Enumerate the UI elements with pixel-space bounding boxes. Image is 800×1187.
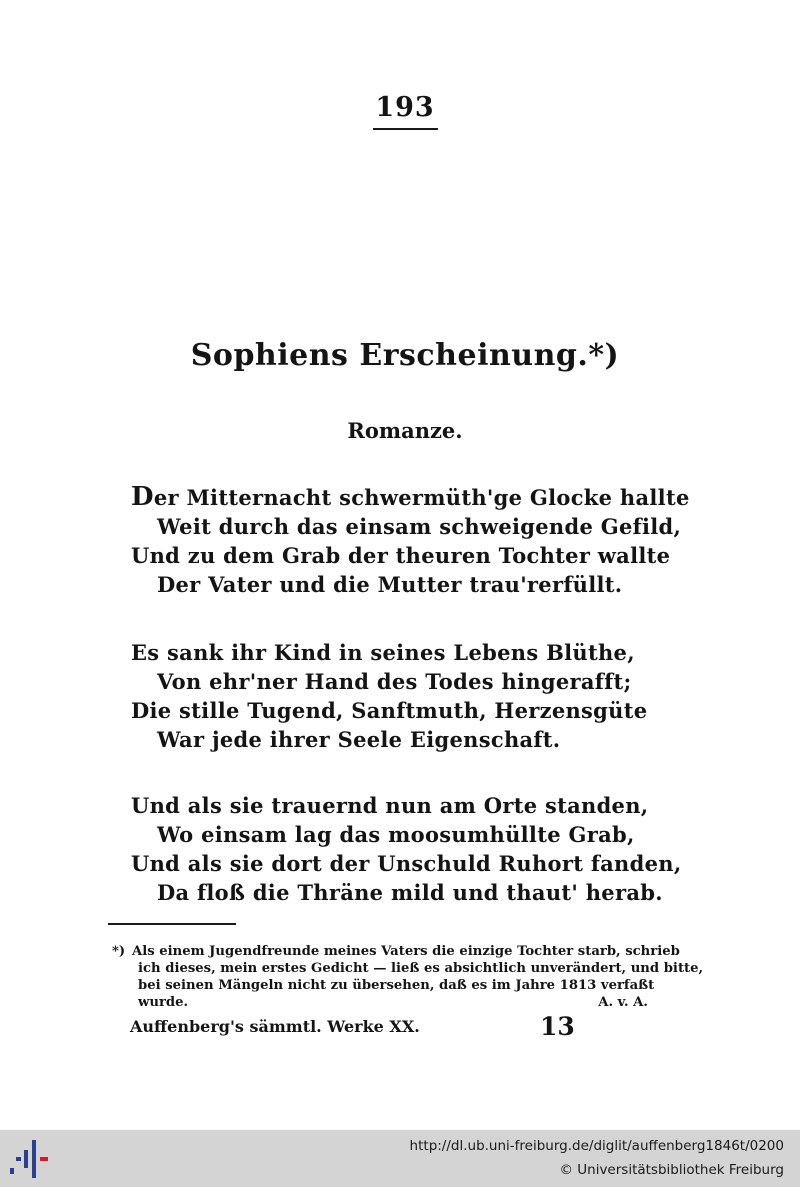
- stanza-2: [131, 638, 651, 754]
- page-number-rule: [373, 128, 438, 130]
- stanza-line: Und als sie trauernd nun am Orte standen,: [131, 793, 649, 818]
- stanza-line: Und zu dem Grab der theuren Tochter wallte: [131, 543, 671, 568]
- copyright-text: © Universitätsbibliothek Freiburg: [559, 1162, 784, 1178]
- footnote-signature: A. v. A.: [598, 995, 648, 1010]
- stanza-1: [131, 482, 690, 599]
- footnote-marker: *): [112, 944, 126, 959]
- stanza-line: Die stille Tugend, Sanftmuth, Herzensgüte: [131, 698, 648, 723]
- stanza-line: Es sank ihr Kind in seines Lebens Blüthe,: [131, 640, 635, 665]
- footnote: [112, 943, 704, 1011]
- footnote-line: *) Als einem Jugendfreunde meines Vaters die einzige Tochter starb, schrieb: [112, 944, 680, 959]
- stanza-line: Und als sie dort der Unschuld Ruhort fanden,: [131, 851, 682, 876]
- footnote-line: bei seinen Mängeln nicht zu übersehen, daß es im Jahre 1813 verfaßt: [138, 978, 655, 993]
- source-url-link[interactable]: http://dl.ub.uni-freiburg.de/diglit/auffenberg1846t/0200: [409, 1138, 784, 1154]
- footnote-line: ich dieses, mein erstes Gedicht — ließ es absichtlich unverändert, und bitte,: [138, 961, 704, 976]
- signature-line: Auffenberg's sämmtl. Werke XX.: [130, 1017, 420, 1036]
- footnote-rule: [108, 923, 236, 925]
- stanza-line: Wo einsam lag das moosumhüllte Grab,: [157, 822, 635, 847]
- stanza-line: Da floß die Thräne mild und thaut' herab.: [157, 880, 663, 905]
- stanza-line: Weit durch das einsam schweigende Gefild,: [157, 514, 682, 539]
- poem-title: Sophiens Erscheinung.*): [190, 338, 620, 373]
- stanza-line: War jede ihrer Seele Eigenschaft.: [157, 727, 561, 752]
- sheet-number: 13: [540, 1012, 575, 1041]
- ub-freiburg-logo-icon[interactable]: [10, 1138, 50, 1180]
- drop-cap: D: [131, 482, 154, 512]
- page-number: 193: [375, 92, 435, 123]
- footnote-line: wurde. A. v. A.: [138, 995, 648, 1010]
- footer-bar: [0, 1130, 800, 1187]
- stanza-line: Der Vater und die Mutter trau'rerfüllt.: [157, 572, 623, 597]
- stanza-3: [131, 791, 682, 907]
- stanza-line: Von ehr'ner Hand des Todes hingerafft;: [157, 669, 632, 694]
- poem-subtitle: Romanze.: [347, 418, 463, 443]
- stanza-line: Der Mitternacht schwermüth'ge Glocke hallte: [131, 482, 690, 512]
